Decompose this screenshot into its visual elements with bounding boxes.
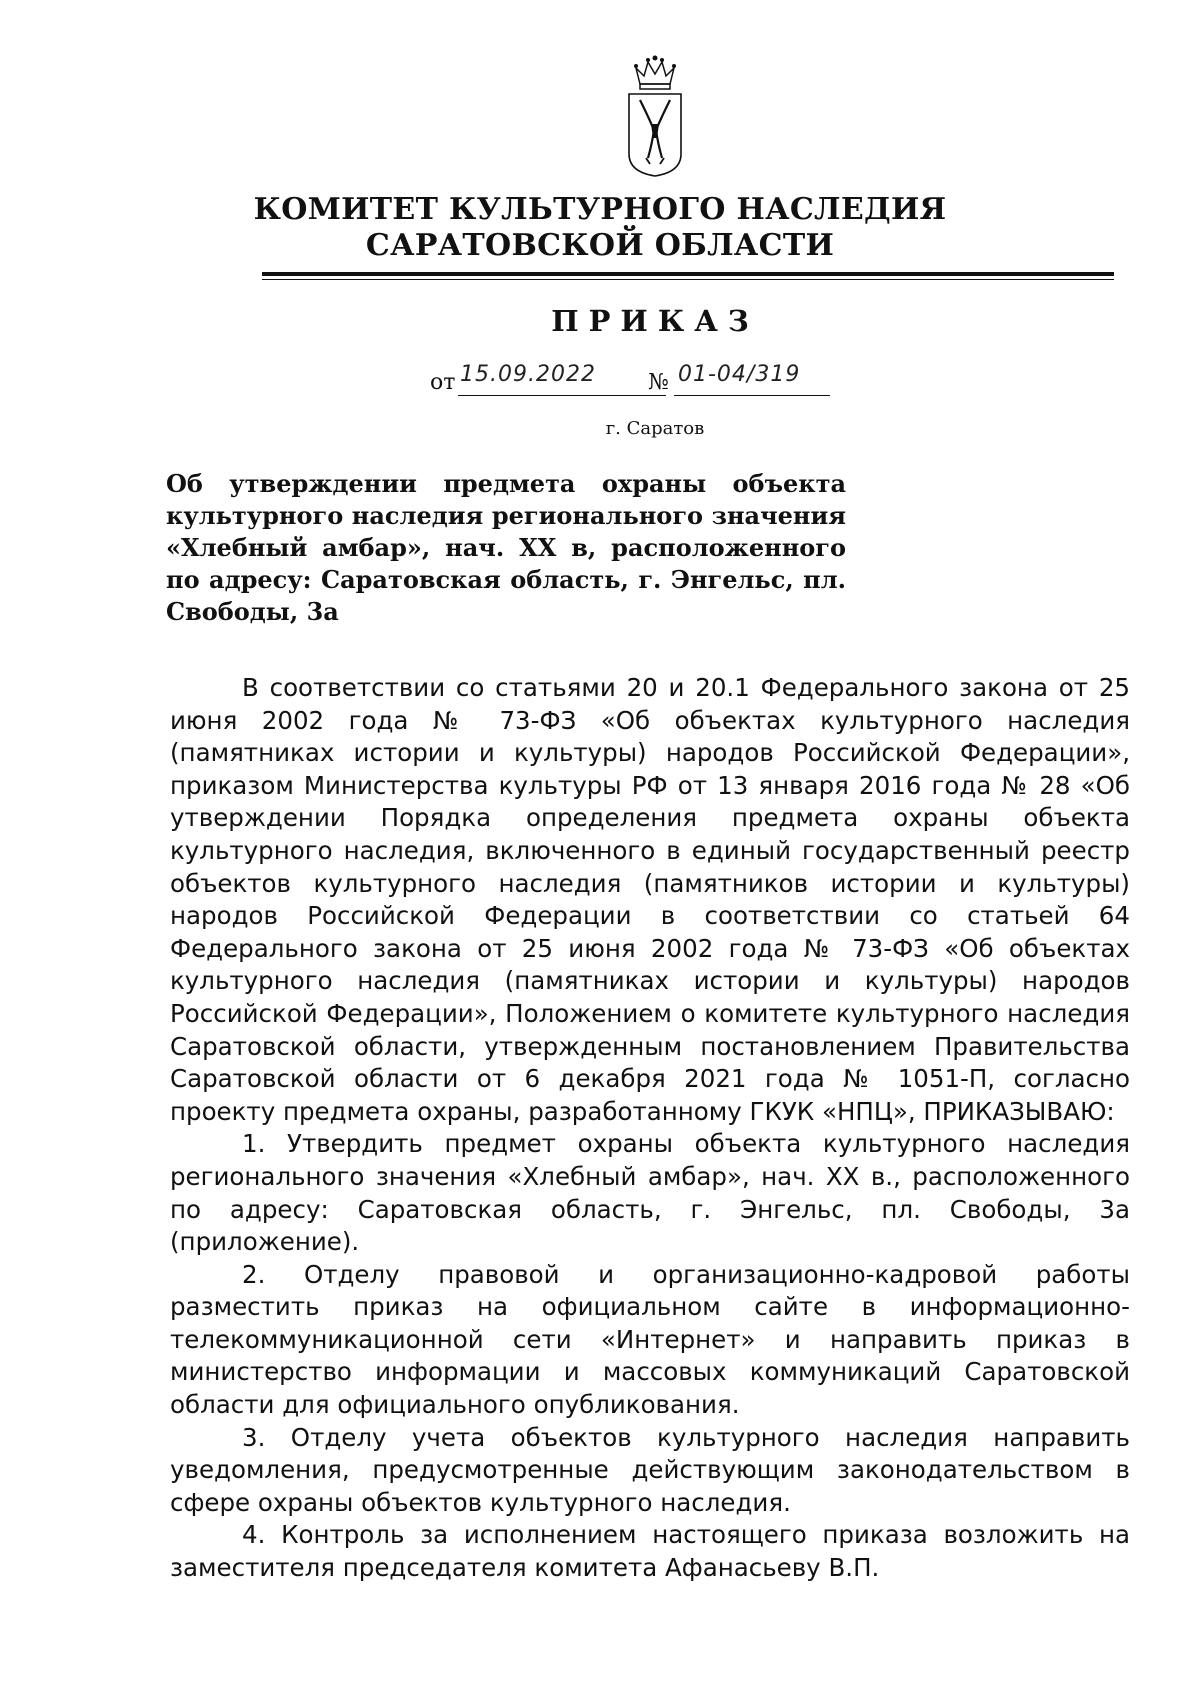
header-rule-thick	[262, 272, 1114, 276]
order-body	[170, 672, 1130, 1585]
date-underline	[458, 395, 666, 396]
header-rule-thin	[262, 279, 1114, 280]
order-date-number-line	[430, 362, 870, 398]
order-item-1: 1. Утвердить предмет охраны объекта культурного наследия регионального значения «Хлебный амбар», нач. XX в., расположенного по адресу: Саратовская область, г. Энгельс, пл. Свободы, 3а (приложение).	[170, 1129, 1130, 1257]
organization-name-line2: САРАТОВСКОЙ ОБЛАСТИ	[365, 228, 835, 263]
date-handwritten: 15.09.2022	[460, 362, 596, 387]
number-underline	[674, 395, 830, 396]
order-subject: Об утверждении предмета охраны объекта культурного наследия регионального значения «Хлебный амбар», нач. XX в, расположенного по адресу: Саратовская область, г. Энгельс, пл. Свободы, 3а	[166, 469, 846, 626]
order-item-3: 3. Отделу учета объектов культурного наследия направить уведомления, предусмотренные действующим законодательством в сфере охраны объектов культурного наследия.	[170, 1422, 1130, 1517]
number-handwritten: 01-04/319	[678, 362, 801, 387]
preamble-paragraph: В соответствии со статьями 20 и 20.1 Федерального закона от 25 июня 2002 года № 73-ФЗ «Об объектах культурного наследия (памятниках истории и культуры) народов Российской Федерации», приказом Министерства культуры РФ от 13 января 2016 года № 28 «Об утверждении Порядка определения предмета охраны объекта культурного наследия, включенного в единый государственный реестр объектов культурного наследия (памятников истории и культуры) народов Российской Федерации в соответствии со статьей 64 Федерального закона от 25 июня 2002 года № 73-ФЗ «Об объектах культурного наследия (памятниках истории и культуры) народов Российской Федерации», Положением о комитете культурного наследия Саратовской области, утвержденным постановлением Правительства Саратовской области от 6 декабря 2021 года № 1051-П, согласно проекту предмета охраны, разработанному ГКУК «НПЦ», ПРИКАЗЫВАЮ:	[170, 673, 1130, 1126]
document-type-title: ПРИКАЗ	[551, 304, 759, 338]
date-label: от	[430, 370, 456, 395]
number-label: №	[648, 370, 669, 395]
order-item-4: 4. Контроль за исполнением настоящего приказа возложить на заместителя председателя комитета Афанасьеву В.П.	[170, 1520, 1130, 1583]
saratov-coat-of-arms-icon	[626, 54, 684, 178]
organization-name	[0, 192, 1200, 264]
order-item-2: 2. Отделу правовой и организационно-кадровой работы разместить приказ на официальном сайте в информационно-телекоммуникационной сети «Интернет» и направить приказ в министерство информации и массовых коммуникаций Саратовской области для официального опубликования.	[170, 1259, 1130, 1420]
city-line: г. Саратов	[605, 418, 705, 439]
organization-name-line1: КОМИТЕТ КУЛЬТУРНОГО НАСЛЕДИЯ	[253, 192, 947, 227]
